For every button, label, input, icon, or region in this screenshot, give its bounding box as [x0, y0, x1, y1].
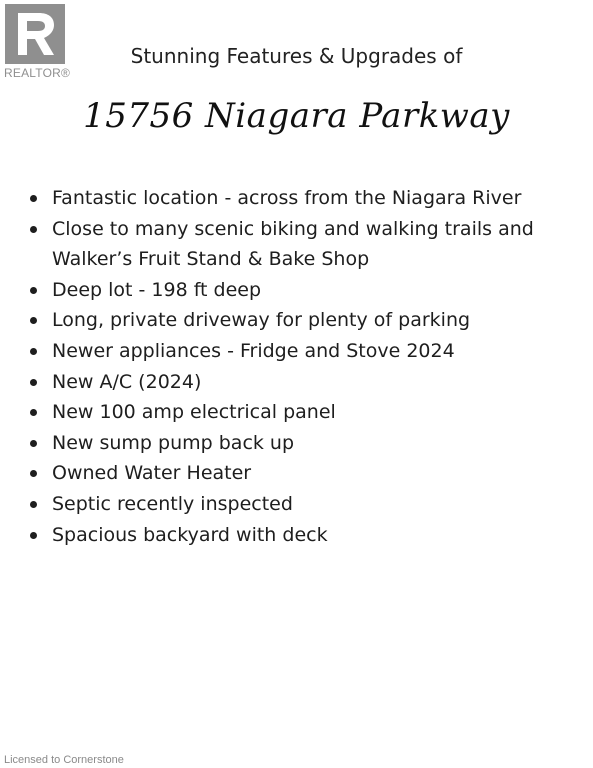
bullet-icon [30, 317, 37, 324]
feature-list-item [28, 336, 578, 367]
feature-list-item [28, 214, 578, 275]
bullet-icon [30, 226, 37, 233]
bullet-icon [30, 440, 37, 447]
feature-text: Walker’s Fruit Stand & Bake Shop [52, 248, 370, 271]
feature-list-item [28, 458, 578, 489]
bullet-icon [30, 470, 37, 477]
feature-list-item [28, 305, 578, 336]
bullet-icon [30, 532, 37, 539]
feature-text: Septic recently inspected [52, 492, 293, 515]
page-subtitle: Stunning Features & Upgrades of [130, 44, 463, 68]
feature-text: New sump pump back up [52, 431, 295, 454]
feature-text: Long, private driveway for plenty of parking [52, 309, 471, 332]
feature-text: Deep lot - 198 ft deep [52, 278, 262, 301]
bullet-icon [30, 379, 37, 386]
feature-list-item [28, 275, 578, 306]
feature-list-item [28, 183, 578, 214]
features-list [28, 183, 578, 550]
feature-text: New 100 amp electrical panel [52, 401, 336, 424]
feature-list-item [28, 520, 578, 551]
license-footer: Licensed to Cornerstone [4, 754, 124, 766]
feature-text: Fantastic location - across from the Niagara River [52, 187, 522, 209]
feature-text: Newer appliances - Fridge and Stove 2024 [52, 339, 455, 362]
bullet-icon [30, 501, 37, 508]
feature-text: Close to many scenic biking and walking trails and [52, 217, 534, 240]
bullet-icon [30, 348, 37, 355]
feature-text: Owned Water Heater [52, 462, 252, 485]
realtor-logo-text: REALTOR® [4, 66, 71, 80]
bullet-icon [30, 195, 37, 202]
feature-text: New A/C (2024) [52, 370, 202, 393]
page-title: 15756 Niagara Parkway [83, 96, 510, 136]
bullet-icon [30, 409, 37, 416]
bullet-icon [30, 287, 37, 294]
feature-text: Spacious backyard with deck [52, 523, 328, 546]
feature-list-item [28, 367, 578, 398]
feature-list-item [28, 428, 578, 459]
feature-list-item [28, 489, 578, 520]
feature-list-item [28, 397, 578, 428]
